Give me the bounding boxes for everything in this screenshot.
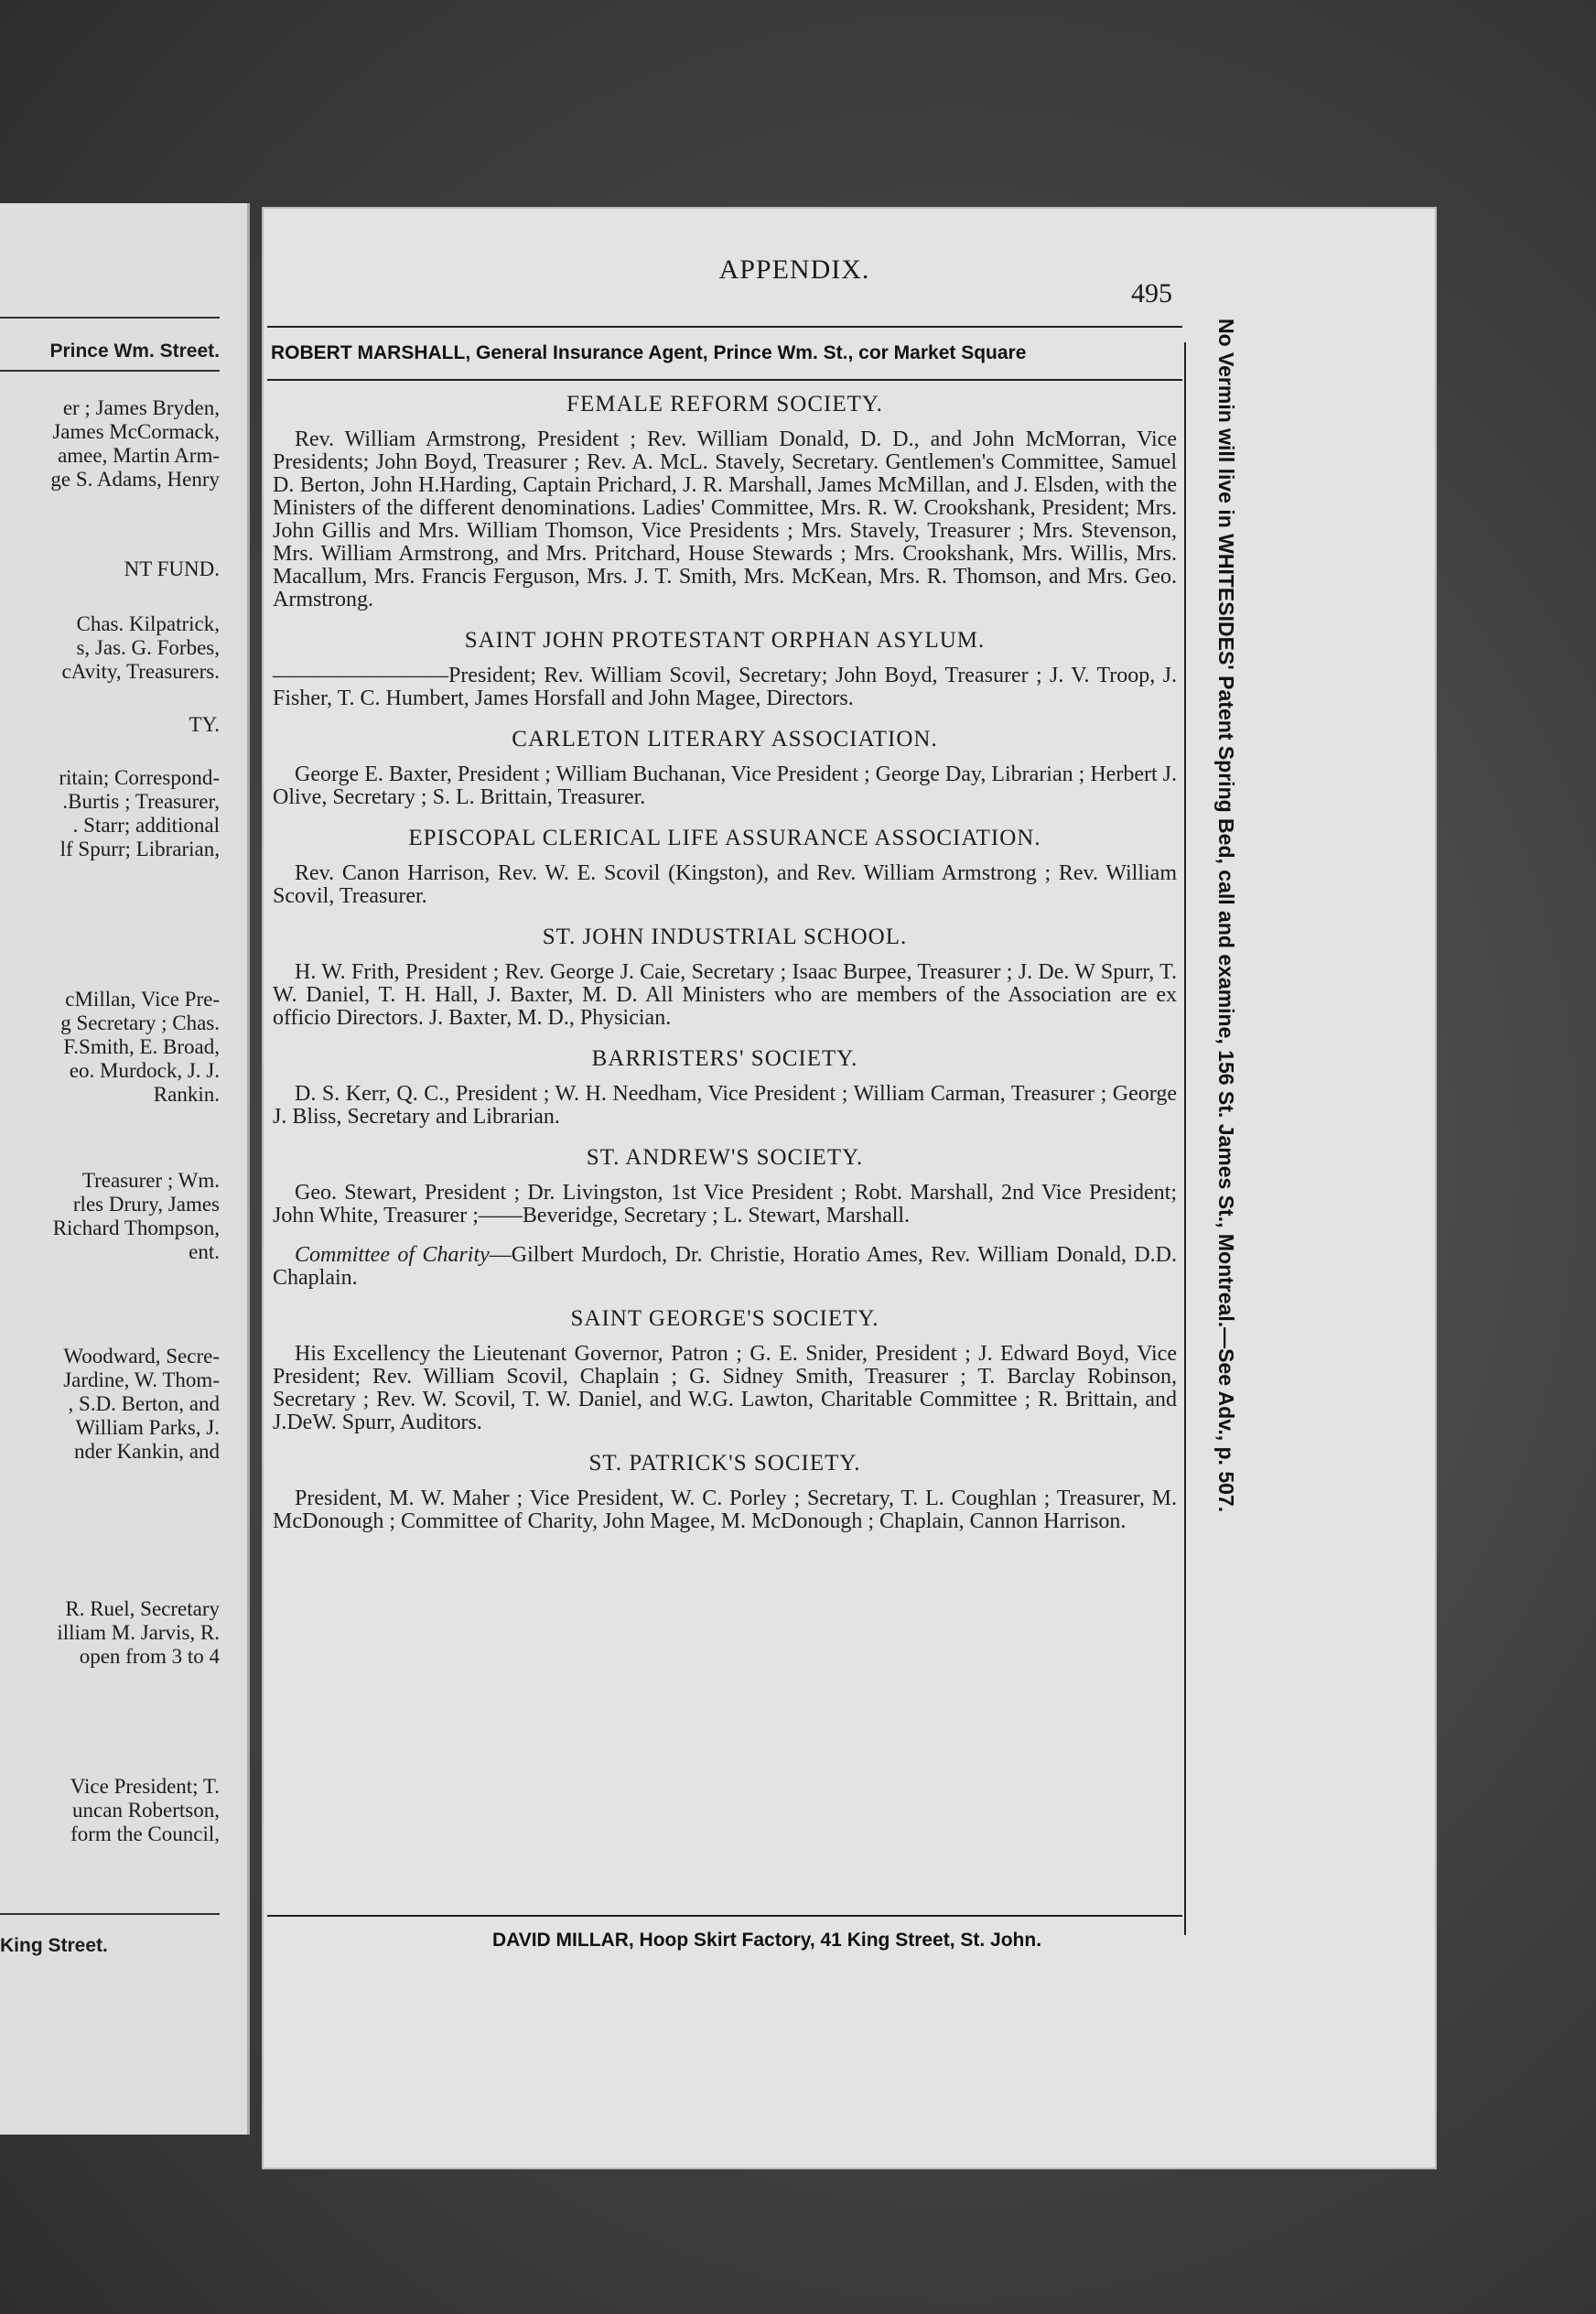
section-st-patricks [267,1451,1182,1533]
section-title: BARRISTERS' SOCIETY. [591,1046,858,1071]
section-body: H. W. Frith, President ; Rev. George J. Caie, Secretary ; Isaac Burpee, Treasurer ; J. De. W Spurr, T. W. Daniel, T. H. Hall, J. Baxter, M. D. All Ministers who are members of the Association are ex officio Directors. J. Baxter, M. D., Physician. [273,960,1177,1030]
left-text-line: , S.D. Berton, and [68,1392,220,1415]
section-body: Rev. Canon Harrison, Rev. W. E. Scovil (Kingston), and Rev. William Armstrong ; Rev. William Scovil, Treasurer. [273,861,1177,908]
book-page [264,209,1435,2168]
section-st-andrews [267,1145,1182,1290]
left-text-line: form the Council, [70,1822,220,1845]
section-title: SAINT JOHN PROTESTANT ORPHAN ASYLUM. [464,628,986,653]
left-text-line: Rankin. [153,1083,220,1106]
left-page-fragment [0,203,250,2135]
left-text-line: Treasurer ; Wm. [81,1169,220,1192]
left-text-line: R. Ruel, Secretary [65,1597,220,1620]
left-text-line: ritain; Correspond- [59,766,220,789]
section-barristers [267,1046,1182,1129]
left-text-line: er ; James Bryden, [62,396,220,419]
left-text-line: cAvity, Treasurers. [61,660,220,683]
section-title: ST. PATRICK'S SOCIETY. [588,1451,861,1476]
section-title: ST. ANDREW'S SOCIETY. [586,1145,864,1170]
left-text-line: ent. [189,1240,220,1263]
section-title: FEMALE REFORM SOCIETY. [566,392,883,416]
running-head: APPENDIX. [718,254,870,285]
side-advertisement: No Vermin will live in WHITESIDES' Patent Spring Bed, call and examine, 156 St. James St., Montreal.—See Adv., p. 507. [1214,319,1238,1513]
section-episcopal-clerical [267,826,1182,908]
left-text-line: lf Spurr; Librarian, [59,838,220,860]
bottom-advertisement: DAVID MILLAR, Hoop Skirt Factory, 41 King Street, St. John. [491,1930,1042,1951]
left-text-line: rles Drury, James [72,1193,220,1216]
committee-label: Committee of Charity [295,1243,490,1267]
left-text-line: open from 3 to 4 [79,1645,220,1668]
footer-rule [267,1915,1182,1917]
left-text-line: Woodward, Secre- [63,1345,220,1368]
left-header-rule [0,317,220,319]
committee-text: —Gilbert Murdoch, Dr. Christie, Horatio Ames, Rev. William Donald, D.D. Chaplain. [273,1243,1178,1290]
left-text-line: .Burtis ; Treasurer, [62,790,220,813]
left-text-line: F.Smith, E. Broad, [63,1035,220,1058]
left-text-line: cMillan, Vice Pre- [65,988,220,1011]
section-body: President, M. W. Maher ; Vice President, W. C. Porley ; Secretary, T. L. Coughlan ; Treasurer, M. McDonough ; Committee of Charity, John Magee, M. McDonough ; Chaplain, Cannon Harrison. [273,1487,1177,1533]
left-text-line: uncan Robertson, [72,1799,220,1822]
page-number: 495 [1131,278,1172,308]
left-text-line: ge S. Adams, Henry [50,468,220,491]
section-industrial-school [267,925,1182,1030]
top-advertisement: ROBERT MARSHALL, General Insurance Agent, Prince Wm. St., cor Market Square [271,342,1027,363]
left-header-rule-2 [0,370,220,372]
section-body: ————————President; Rev. William Scovil, Secretary; John Boyd, Treasurer ; J. V. Troop, J. Fisher, T. C. Humbert, James Horsfall and John Magee, Directors. [273,664,1177,710]
left-bottom-ad: King Street. [0,1935,108,1956]
section-title: EPISCOPAL CLERICAL LIFE ASSURANCE ASSOCIATION. [408,826,1041,850]
committee-of-charity [267,1244,1182,1290]
page-content [267,392,1182,1550]
left-text-line: Richard Thompson, [52,1216,220,1239]
left-text-line: s, Jas. G. Forbes, [76,636,220,659]
section-female-reform [267,392,1182,611]
left-text-line: Chas. Kilpatrick, [76,612,220,635]
left-text-line: . Starr; additional [72,814,220,837]
header-rule-2 [267,379,1182,381]
left-text-line: nder Kankin, and [73,1440,220,1463]
left-text-line: amee, Martin Arm- [58,444,220,467]
left-top-ad: Prince Wm. Street. [49,341,220,362]
section-title: SAINT GEORGE'S SOCIETY. [570,1306,879,1331]
left-text-line: William Parks, J. [75,1416,220,1439]
left-text-line: NT FUND. [124,557,220,580]
left-text-line: Vice President; T. [70,1775,220,1798]
section-title: ST. JOHN INDUSTRIAL SCHOOL. [542,925,908,949]
section-title: CARLETON LITERARY ASSOCIATION. [512,727,938,752]
left-text-line: illiam M. Jarvis, R. [57,1621,220,1644]
section-body: George E. Baxter, President ; William Buchanan, Vice President ; George Day, Librarian ; Herbert J. Olive, Secretary ; S. L. Brittain, Treasurer. [273,762,1177,809]
section-body: D. S. Kerr, Q. C., President ; W. H. Needham, Vice President ; William Carman, Treasurer ; George J. Bliss, Secretary and Librarian. [273,1082,1177,1129]
left-footer-rule [0,1913,220,1915]
left-text-line: Jardine, W. Thom- [63,1368,220,1391]
section-orphan-asylum [267,628,1182,710]
section-body: Rev. William Armstrong, President ; Rev. William Donald, D. D., and John McMorran, Vice Presidents; John Boyd, Treasurer ; Rev. A. McL. Stavely, Secretary. Gentlemen's Committee, Samuel D. Berton, John H.Harding, Captain Prichard, J. R. Marshall, James McMillan, and J. Elsden, with the Ministers of the different denominations. Ladies' Committee, Mrs. R. W. Crookshank, President; Mrs. John Gillis and Mrs. William Thomson, Vice Presidents ; Mrs. Stavely, Treasurer ; Mrs. Stevenson, Mrs. William Armstrong, and Mrs. Pritchard, House Stewards ; Mrs. Crookshank, Mrs. Willis, Mrs. Macallum, Mrs. Francis Ferguson, Mrs. J. T. Smith, Mrs. McKean, Mrs. R. Thomson, and Mrs. Geo. Armstrong. [273,427,1177,611]
section-body: Geo. Stewart, President ; Dr. Livingston, 1st Vice President ; Robt. Marshall, 2nd Vice President; John White, Treasurer ;——Beveridge, Secretary ; L. Stewart, Marshall. [273,1181,1177,1227]
section-carleton-literary [267,727,1182,809]
section-body: His Excellency the Lieutenant Governor, Patron ; G. E. Snider, President ; J. Edward Boyd, Vice President; Rev. William Scovil, Chaplain ; G. Sidney Smith, Treasurer ; T. Barclay Robinson, Secretary ; Rev. W. Scovil, T. W. Daniel, and W.G. Lawton, Charitable Committee ; R. Brittain, and J.DeW. Spurr, Auditors. [273,1342,1177,1434]
side-rule [1184,342,1186,1935]
section-st-georges [267,1306,1182,1434]
header-rule [267,326,1182,328]
left-text-line: James McCormack, [52,420,220,443]
left-text-line: g Secretary ; Chas. [60,1011,220,1034]
left-text-line: TY. [189,713,220,736]
left-text-line: eo. Murdock, J. J. [69,1059,220,1082]
